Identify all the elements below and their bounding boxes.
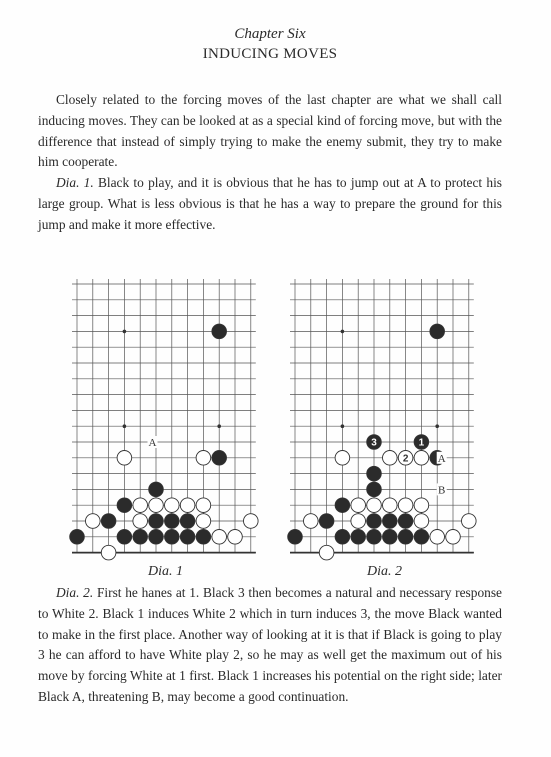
- star-point: [123, 330, 127, 334]
- dia2-label: Dia. 2.: [56, 585, 94, 600]
- black-stone: [430, 324, 445, 339]
- white-stone: [149, 498, 164, 513]
- black-stone: [351, 530, 366, 545]
- black-stone: [335, 498, 350, 513]
- white-stone: [414, 514, 429, 529]
- black-stone: [367, 466, 382, 481]
- white-stone: [398, 498, 413, 513]
- white-stone: [414, 451, 429, 466]
- black-stone: [335, 530, 350, 545]
- board-grid: [290, 279, 474, 553]
- move-number: 3: [371, 437, 377, 449]
- black-stone: [165, 514, 180, 529]
- white-stone: [228, 530, 243, 545]
- star-point: [341, 424, 345, 428]
- white-stone: [133, 514, 148, 529]
- black-stone: [117, 530, 132, 545]
- black-stone: [288, 530, 303, 545]
- white-stone: [180, 498, 195, 513]
- black-stone: [196, 530, 211, 545]
- point-label: A: [437, 452, 446, 465]
- black-stone: [165, 530, 180, 545]
- white-stone: [86, 514, 101, 529]
- white-stone: [335, 451, 350, 466]
- dia1-label: Dia. 1.: [56, 175, 94, 190]
- dia2-text: First he hanes at 1. Black 3 then becomes a natural and necessary response to White 2. Black 1 induces White 2 which in turn induces 3, the move Black wanted to make in the first place. Another way of looking at it is that if Black is going to play 3 he can afford to have White play 2, so he may as well get the maximum out of his move by forcing White at 1 first. Black 1 increases his potential on the right side; later Black A, threatening B, may become a good continuation.: [38, 585, 503, 704]
- black-stone: [414, 530, 429, 545]
- black-stone: [398, 530, 413, 545]
- star-point: [217, 424, 221, 428]
- white-stone: [304, 514, 319, 529]
- star-point: [341, 330, 345, 334]
- black-stone: [149, 530, 164, 545]
- star-point: [123, 424, 127, 428]
- black-stone: [367, 530, 382, 545]
- white-stone: [196, 451, 211, 466]
- black-stone: [101, 514, 116, 529]
- chapter-title: Chapter Six: [234, 26, 306, 42]
- dia2-caption: Dia. 2: [367, 564, 402, 579]
- white-stone: [446, 530, 461, 545]
- point-label: B: [438, 484, 446, 497]
- white-stone: [430, 530, 445, 545]
- move-number: 2: [402, 453, 409, 465]
- black-stone: [117, 498, 132, 513]
- black-stone: [383, 530, 398, 545]
- white-stone: [319, 545, 334, 560]
- white-stone: [212, 530, 227, 545]
- white-stone: [244, 514, 259, 529]
- intro-paragraph: Closely related to the forcing moves of the last chapter are what we shall call inducing moves. They can be looked at as a special kind of forcing move, but with the difference that instead of simply trying to make the enemy submit, they try to make him cooperate.: [38, 92, 502, 170]
- white-stone: [351, 498, 366, 513]
- go-board-dia2: [283, 278, 483, 563]
- point-label: A: [148, 437, 157, 449]
- star-point: [435, 424, 439, 428]
- black-stone: [180, 530, 195, 545]
- white-stone: [165, 498, 180, 513]
- white-stone: [133, 498, 148, 513]
- white-stone: [462, 514, 477, 529]
- black-stone: [149, 482, 164, 497]
- white-stone: [383, 498, 398, 513]
- dia1-paragraph: [38, 173, 502, 235]
- white-stone: [196, 514, 211, 529]
- white-stone: [117, 451, 132, 466]
- black-stone: [383, 514, 398, 529]
- board-grid: [72, 279, 256, 553]
- black-stone: [212, 324, 227, 339]
- black-stone: [70, 530, 85, 545]
- dia2-paragraph: [38, 583, 502, 708]
- black-stone: [367, 482, 382, 497]
- black-stone: [212, 451, 227, 466]
- move-number: 1: [418, 437, 425, 449]
- white-stone: [196, 498, 211, 513]
- white-stone: [383, 451, 398, 466]
- dia1-text: Black to play, and it is obvious that he has to jump out at A to protect his large group. What is less obvious is that he has a way to prepare the ground for this jump and make it more effective.: [38, 175, 502, 232]
- black-stone: [180, 514, 195, 529]
- white-stone: [414, 498, 429, 513]
- black-stone: [367, 514, 382, 529]
- white-stone: [101, 545, 116, 560]
- black-stone: [149, 514, 164, 529]
- white-stone: [367, 498, 382, 513]
- black-stone: [133, 530, 148, 545]
- go-board-dia1: [65, 278, 265, 563]
- black-stone: [319, 514, 334, 529]
- white-stone: [351, 514, 366, 529]
- section-title: INDUCING MOVES: [202, 46, 338, 62]
- dia1-caption: Dia. 1: [148, 564, 183, 579]
- black-stone: [398, 514, 413, 529]
